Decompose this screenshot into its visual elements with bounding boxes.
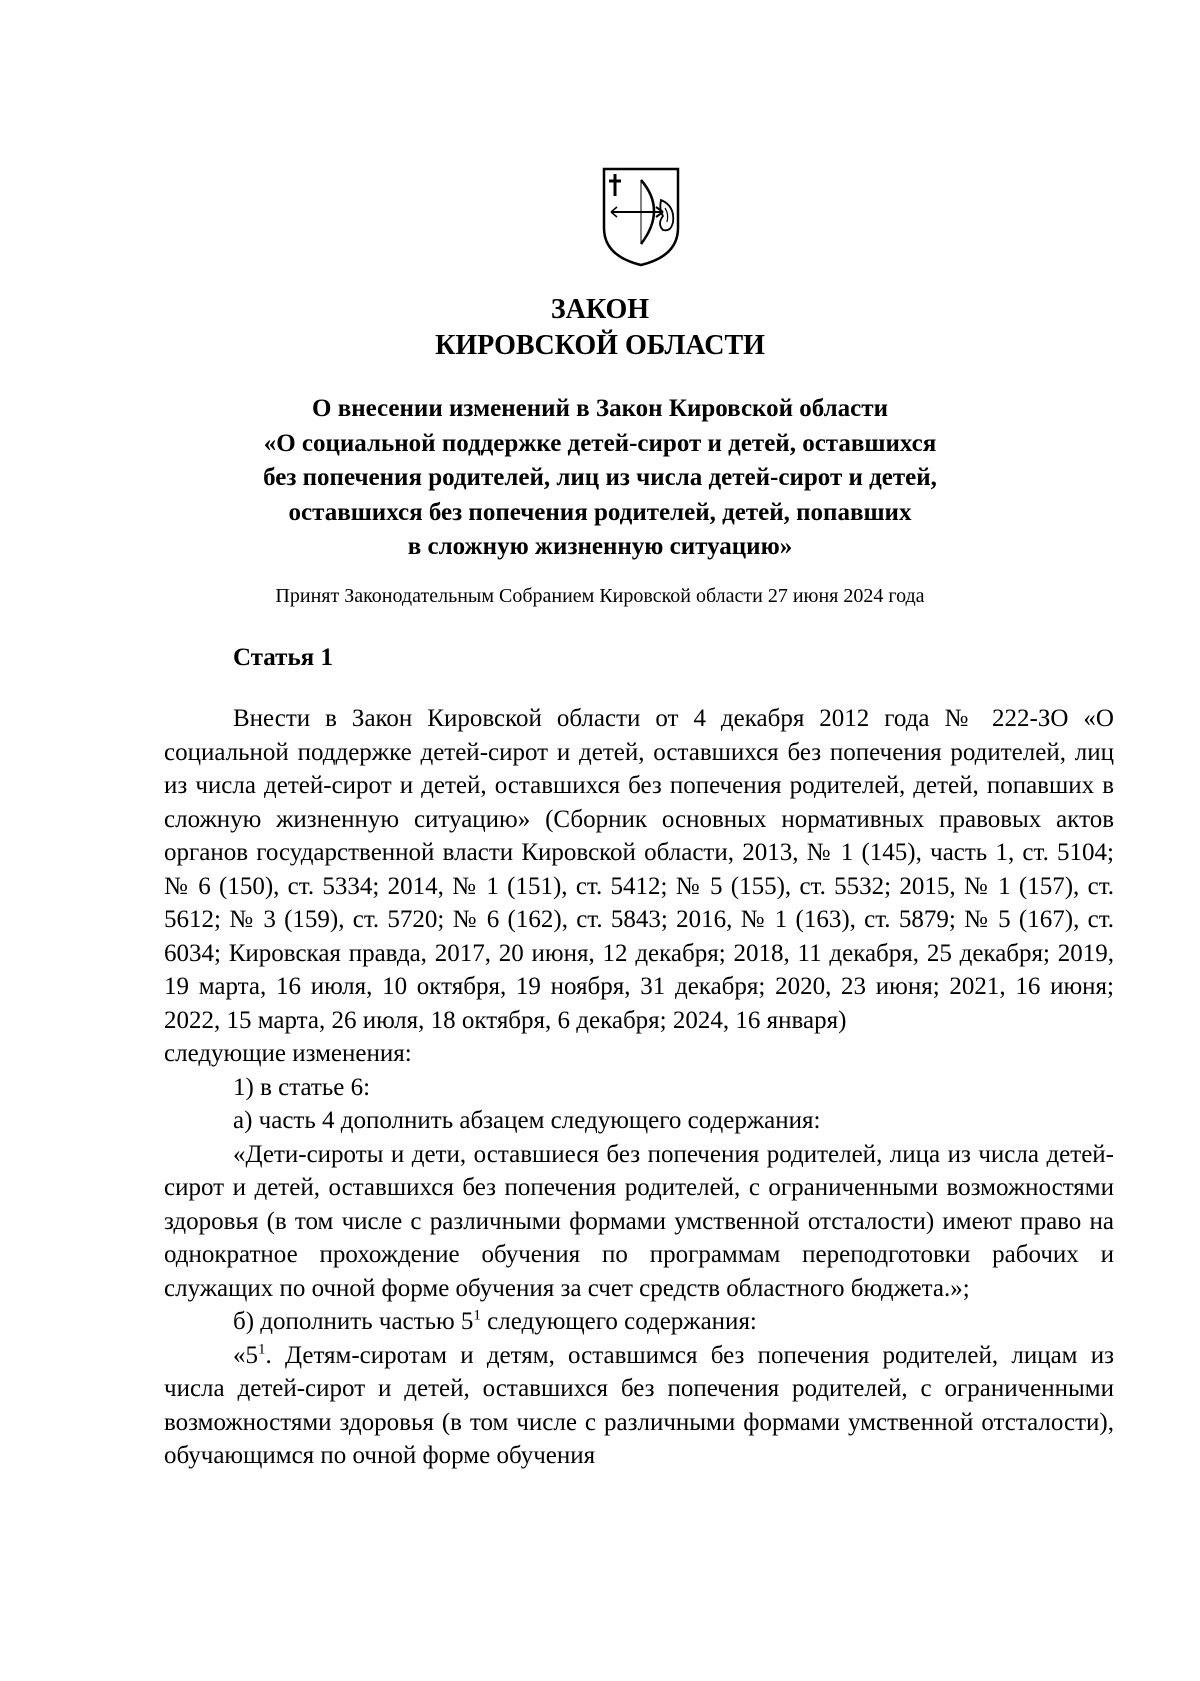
law-title — [0, 292, 1200, 364]
kirov-coat-of-arms-icon — [601, 166, 681, 268]
law-subtitle — [0, 392, 1200, 565]
text-fragment: следующего содержания: — [480, 1308, 757, 1335]
list-item — [164, 1305, 1114, 1339]
text-fragment: . Детям-сиротам и детям, оставшимся без попечения родителей, лицам из числа детей-сирот и детей, оставшихся без попечения родителей, с ограниченными возможностями здоровья (в том числе с различными формами умственной отсталости), обучающимся по очной форме обучения — [164, 1341, 1114, 1469]
list-item: а) часть 4 дополнить абзацем следующего содержания: — [233, 1107, 821, 1134]
quoted-text — [164, 1339, 1114, 1473]
article-heading: Статья 1 — [233, 644, 333, 671]
text-fragment: б) дополнить частью 5 — [233, 1308, 474, 1335]
law-subtitle-line: «О социальной поддержке детей-сирот и детей, оставшихся — [263, 429, 937, 457]
superscript: 1 — [258, 1341, 266, 1358]
law-title-line: КИРОВСКОЙ ОБЛАСТИ — [435, 330, 765, 361]
law-subtitle-line: без попечения родителей, лиц из числа детей-сирот и детей, — [263, 464, 937, 491]
article-paragraph: следующие изменения: — [164, 1040, 412, 1067]
article-paragraph: Внести в Закон Кировской области от 4 декабря 2012 года № 222-ЗО «О социальной поддержке детей-сирот и детей, оставшихся без попечения родителей, лиц из числа детей-сирот и детей, оставшихся без попечения родителей, детей, попавших в сложную жизненную ситуацию» (Сборник основных нормативных правовых актов органов государственной власти Кировской области, 2013, № 1 (145), часть 1, ст. 5104; № 6 (150), ст. 5334; 2014, № 1 (151), ст. 5412; № 5 (155), ст. 5532; 2015, № 1 (157), ст. 5612; № 3 (159), ст. 5720; № 6 (162), ст. 5843; 2016, № 1 (163), ст. 5879; № 5 (167), ст. 6034; Кировская правда, 2017, 20 июня, 12 декабря; 2018, 11 декабря, 25 декабря; 2019, 19 марта, 16 июля, 10 октября, 19 ноября, 31 декабря; 2020, 23 июня; 2021, 16 июня; 2022, 15 марта, 26 июля, 18 октября, 6 декабря; 2024, 16 января) — [164, 705, 1114, 1034]
superscript: 1 — [473, 1307, 481, 1324]
law-title-line: ЗАКОН — [550, 294, 650, 325]
text-fragment: «5 — [233, 1341, 258, 1369]
law-subtitle-line: в сложную жизненную ситуацию» — [407, 533, 793, 560]
article-body — [164, 702, 1114, 1473]
list-item: 1) в статье 6: — [233, 1073, 371, 1101]
law-subtitle-line: оставшихся без попечения родителей, детей, попавших — [288, 498, 912, 526]
adoption-note: Принят Законодательным Собранием Кировской области 27 июня 2024 года — [275, 585, 925, 607]
law-subtitle-line: О внесении изменений в Закон Кировской области — [312, 395, 888, 422]
quoted-text: «Дети-сироты и дети, оставшиеся без попечения родителей, лица из числа детей-сирот и детей, оставшихся без попечения родителей, с ограниченными возможностями здоровья (в том числе с различными формами умственной отсталости) имеют право на однократное прохождение обучения по программам переподготовки рабочих и служащих по очной форме обучения за счет средств областного бюджета.»; — [164, 1140, 1114, 1302]
